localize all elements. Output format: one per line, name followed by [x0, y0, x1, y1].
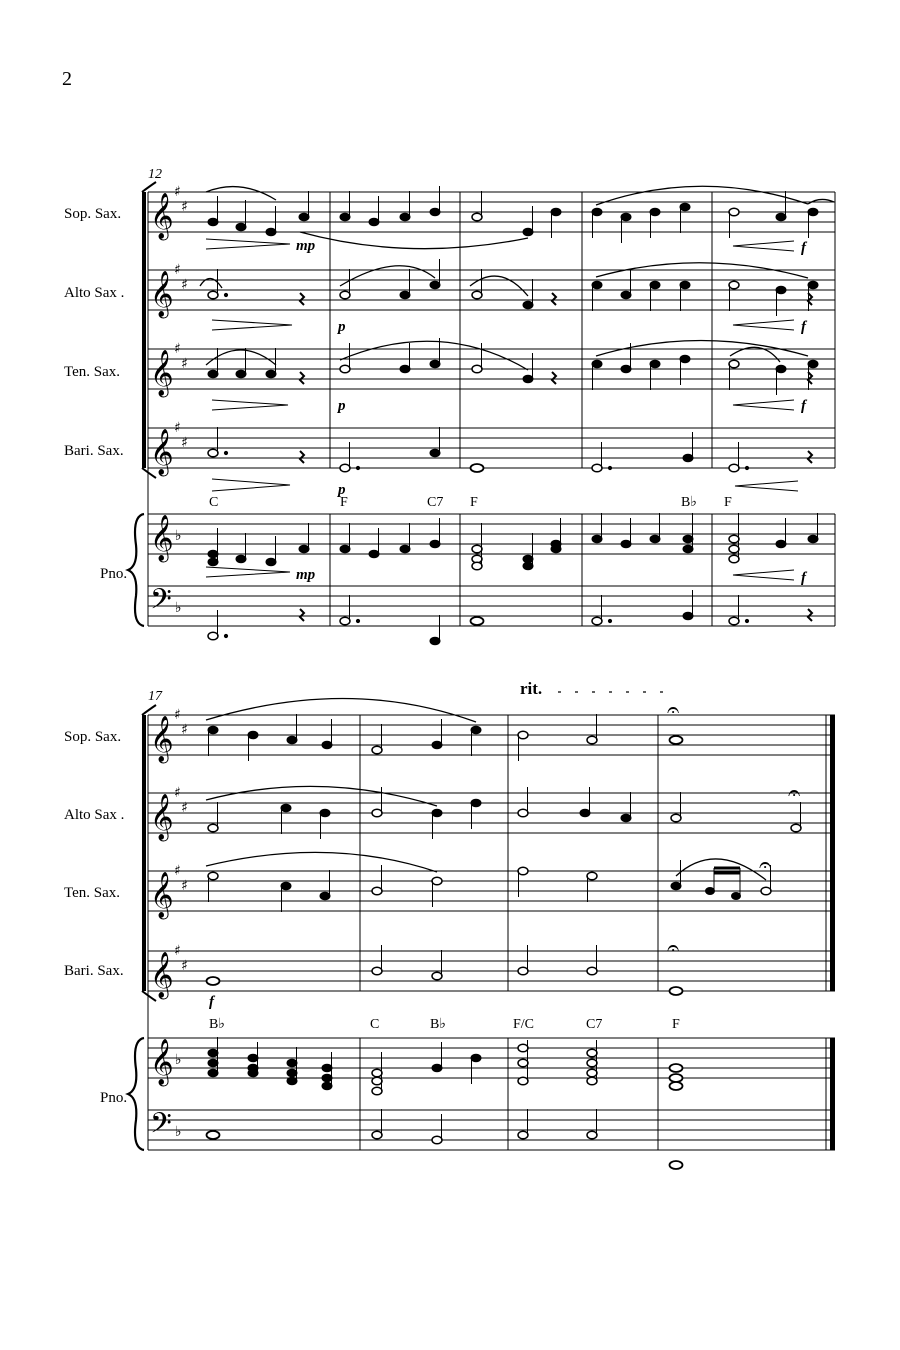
- instrument-label-soprano: Sop. Sax.: [64, 206, 122, 222]
- instrument-label-bari: Bari. Sax.: [64, 963, 124, 979]
- sharp-icon: ♯: [174, 785, 181, 801]
- sharp-icon: ♯: [181, 356, 188, 372]
- fermata-icon: 𝄐: [788, 781, 801, 806]
- clefs-2: [150, 716, 174, 1147]
- slurs-2: [206, 698, 766, 880]
- instrument-label-soprano: Sop. Sax.: [64, 729, 122, 745]
- sharp-icon: ♯: [174, 943, 181, 959]
- fermata-icon: 𝄐: [667, 698, 680, 723]
- instrument-label-tenor: Ten. Sax.: [64, 364, 121, 380]
- dynamic-mark: f: [801, 570, 806, 586]
- dynamic-mark: f: [801, 319, 806, 335]
- sharp-icon: ♯: [181, 199, 188, 215]
- instrument-label-piano: Pno.: [100, 566, 128, 582]
- chord-symbol: C7: [586, 1017, 603, 1032]
- sharp-icon: ♯: [181, 435, 188, 451]
- key-signatures-1: [174, 184, 188, 616]
- tempo-mark-rit: rit.: [520, 679, 543, 698]
- chord-symbol: B♭: [681, 495, 697, 510]
- bass-clef-icon: 𝄢: [150, 583, 172, 623]
- sharp-icon: ♯: [174, 341, 181, 357]
- flat-icon: ♭: [175, 600, 182, 616]
- dynamic-mark: f: [209, 994, 214, 1010]
- sharp-icon: ♯: [174, 863, 181, 879]
- treble-clef-icon: 𝄞: [150, 872, 174, 918]
- treble-clef-icon: 𝄞: [150, 271, 174, 317]
- chord-symbol: F: [340, 495, 348, 510]
- instrument-label-bari: Bari. Sax.: [64, 443, 124, 459]
- staff-tenor-2: [148, 871, 835, 911]
- sharp-icon: ♯: [174, 420, 181, 436]
- system-1: [64, 167, 835, 645]
- treble-clef-icon: 𝄞: [150, 193, 174, 239]
- treble-clef-icon: 𝄞: [150, 794, 174, 840]
- treble-clef-icon: 𝄞: [150, 350, 174, 396]
- dynamic-mark: p: [338, 398, 346, 414]
- sharp-icon: ♯: [174, 262, 181, 278]
- chord-symbol: C: [209, 495, 219, 510]
- chord-symbol: C: [370, 1017, 380, 1032]
- sharp-icon: ♯: [174, 707, 181, 723]
- staff-bari-2: [148, 951, 835, 991]
- flat-icon: ♭: [175, 1124, 182, 1140]
- dynamic-mark: mp: [296, 238, 316, 254]
- dynamic-mark: f: [801, 398, 806, 414]
- staff-piano-bass-2: [148, 1110, 835, 1150]
- sharp-icon: ♯: [181, 878, 188, 894]
- flat-icon: ♭: [175, 528, 182, 544]
- notes-system-2: [207, 714, 802, 1169]
- clefs-1: [150, 193, 174, 623]
- instrument-label-tenor: Ten. Sax.: [64, 885, 121, 901]
- treble-clef-icon: 𝄞: [150, 952, 174, 998]
- final-barline: [830, 715, 835, 1150]
- barlines-1: [330, 192, 835, 626]
- chord-symbol: B♭: [430, 1017, 446, 1032]
- sharp-icon: ♯: [181, 722, 188, 738]
- page-number: 2: [62, 68, 72, 90]
- measure-number: 17: [148, 689, 162, 704]
- treble-clef-icon: 𝄞: [150, 515, 174, 561]
- sharp-icon: ♯: [174, 184, 181, 200]
- chord-symbol: F: [724, 495, 732, 510]
- staff-alto-2: [148, 793, 835, 833]
- sharp-icon: ♯: [181, 958, 188, 974]
- chord-symbol: F: [470, 495, 478, 510]
- fermata-icon: 𝄐: [667, 936, 680, 961]
- fermatas: [667, 698, 800, 961]
- piano-brace: [128, 1038, 144, 1150]
- treble-clef-icon: 𝄞: [150, 716, 174, 762]
- chord-symbols-2: [209, 1017, 680, 1032]
- instrument-label-piano: Pno.: [100, 1090, 128, 1106]
- chord-symbol: F: [672, 1017, 680, 1032]
- treble-clef-icon: 𝄞: [150, 1039, 174, 1085]
- dynamic-mark: p: [338, 319, 346, 335]
- dynamic-mark: f: [801, 240, 806, 256]
- sharp-icon: ♯: [181, 277, 188, 293]
- dynamic-mark: p: [338, 482, 346, 498]
- instrument-label-alto: Alto Sax .: [64, 285, 125, 301]
- chord-symbol: F/C: [513, 1017, 535, 1032]
- fermata-icon: 𝄐: [759, 853, 772, 878]
- instrument-label-alto: Alto Sax .: [64, 807, 125, 823]
- piano-brace: [128, 514, 144, 626]
- dynamic-mark: mp: [296, 567, 316, 583]
- sharp-icon: ♯: [181, 800, 188, 816]
- system-2: [64, 679, 835, 1169]
- chord-symbol: C7: [427, 495, 444, 510]
- chord-symbols-1: [209, 495, 732, 510]
- measure-number: 12: [148, 167, 162, 182]
- treble-clef-icon: 𝄞: [150, 429, 174, 475]
- key-signatures-2: [174, 707, 188, 1140]
- flat-icon: ♭: [175, 1052, 182, 1068]
- staff-bari-1: [148, 428, 835, 468]
- chord-symbol: B♭: [209, 1017, 225, 1032]
- bass-clef-icon: 𝄢: [150, 1107, 172, 1147]
